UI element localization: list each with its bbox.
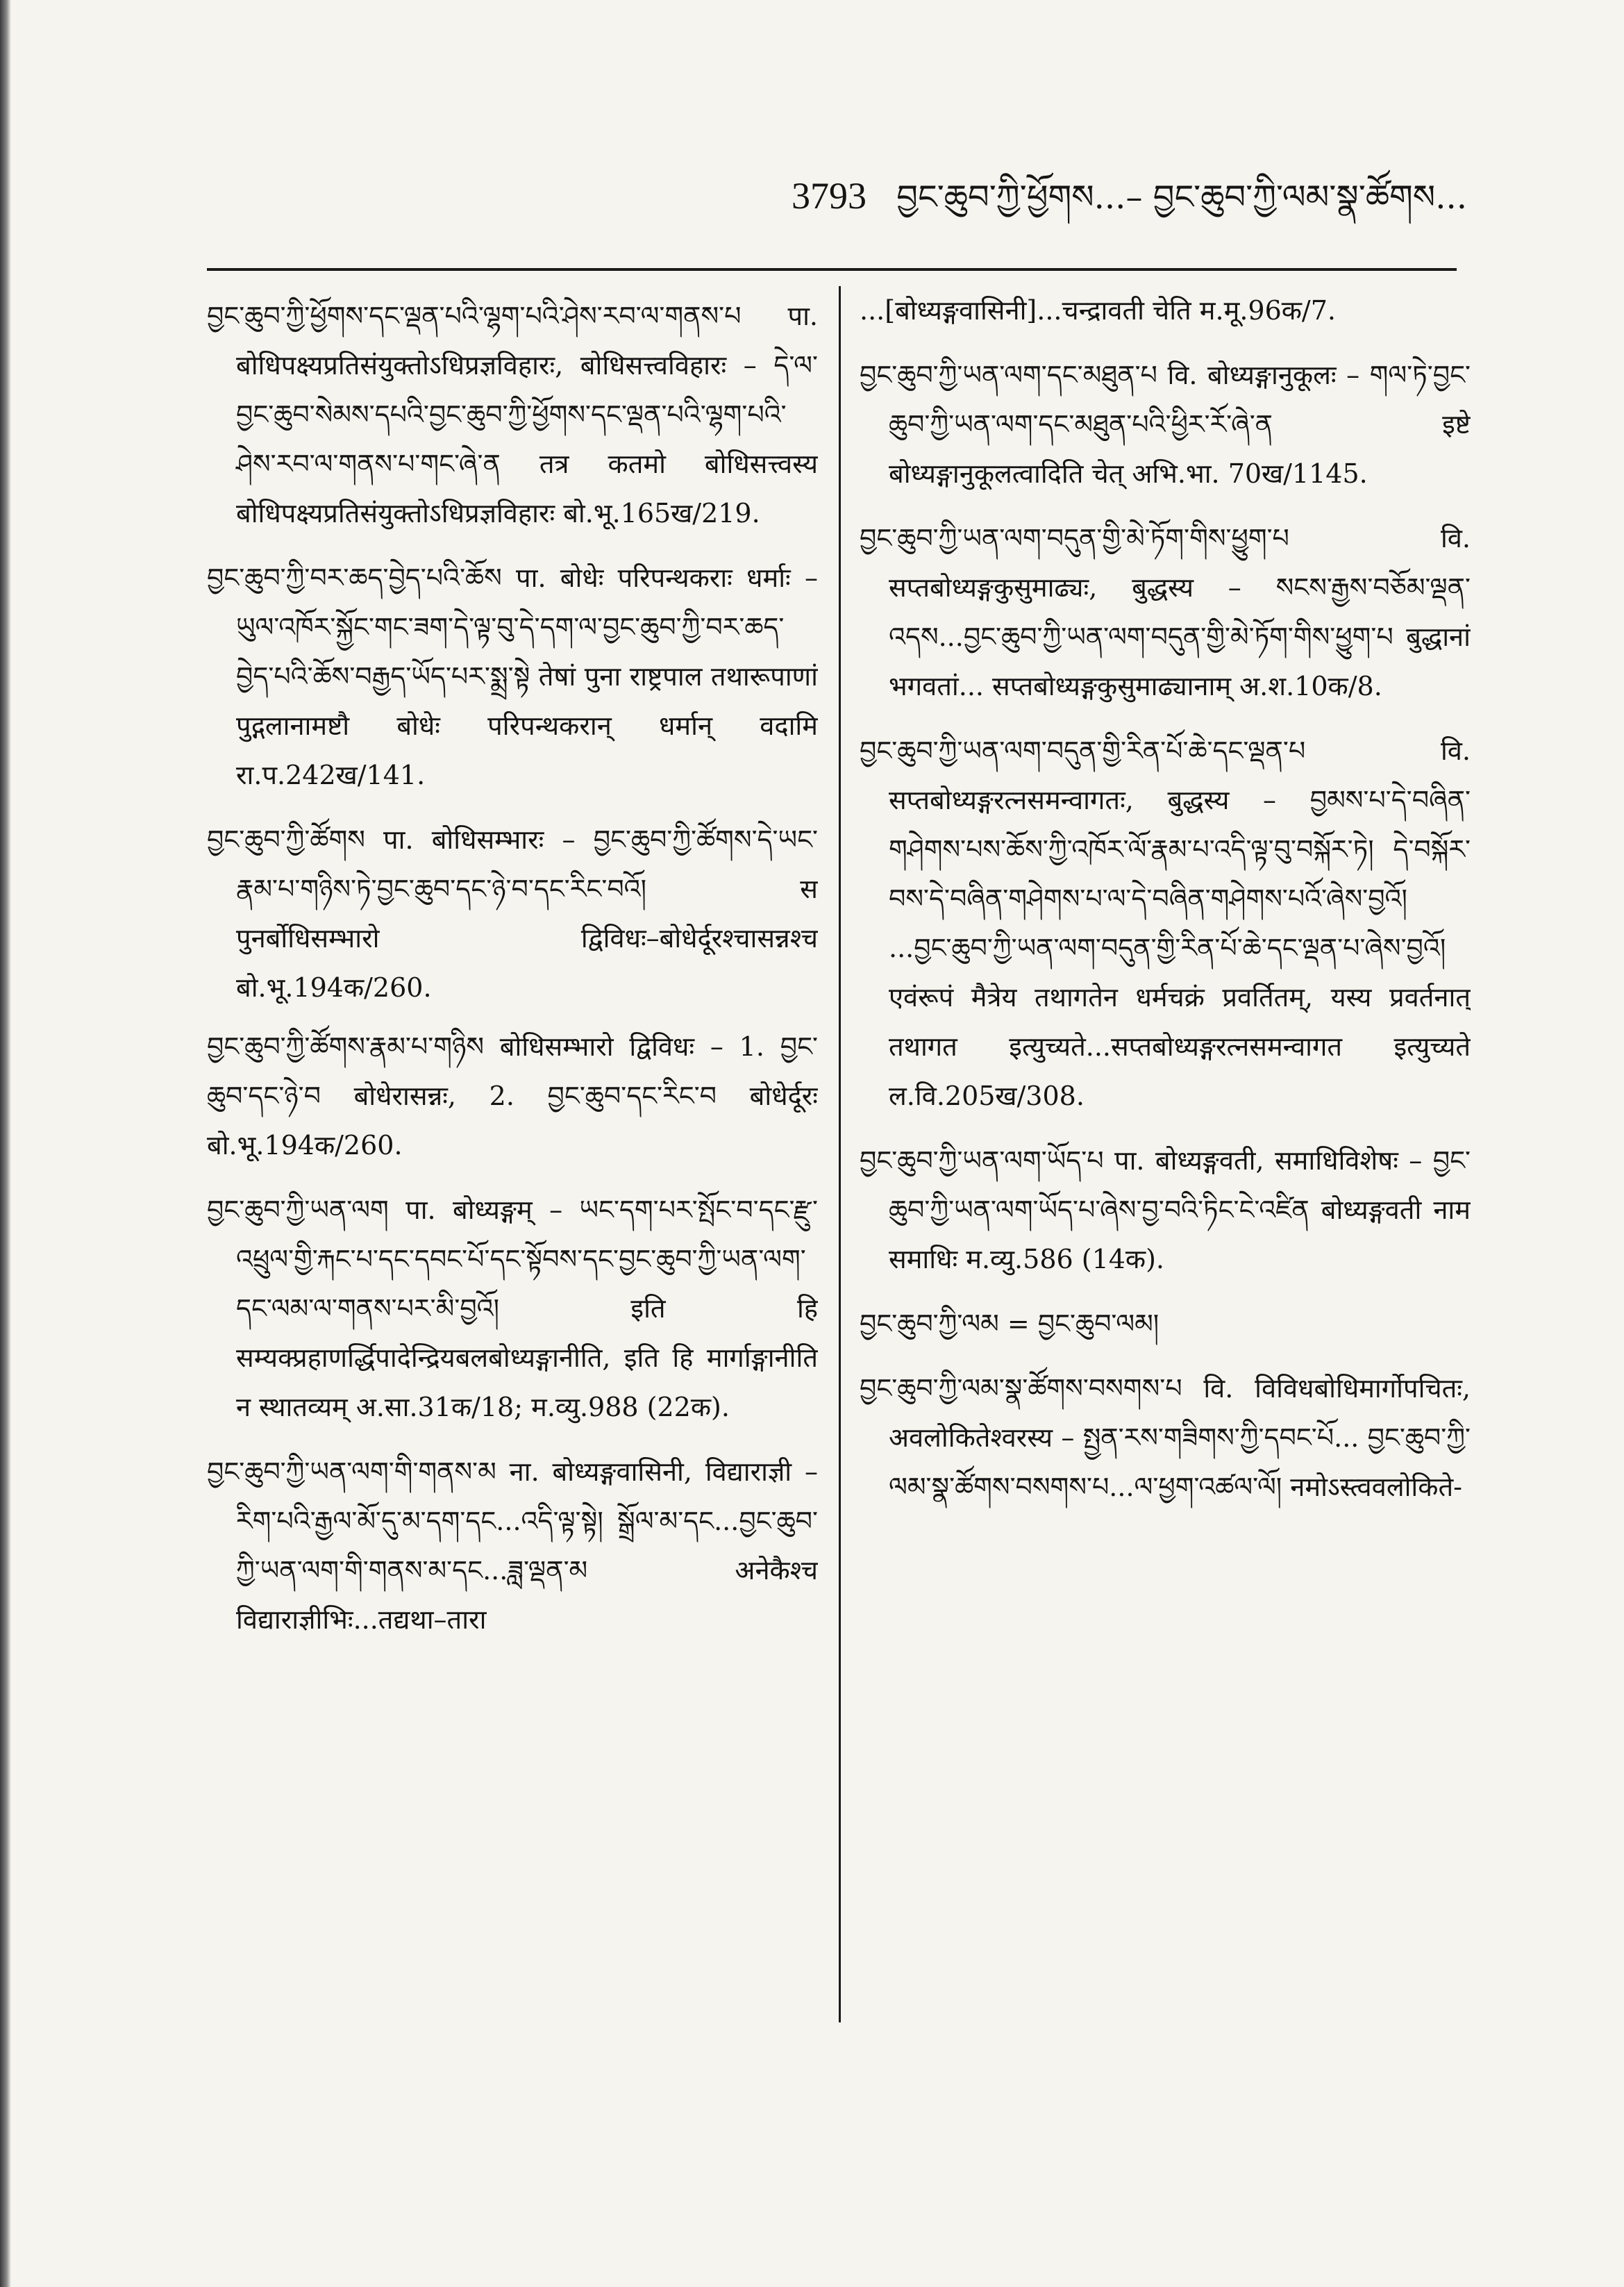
dictionary-entry: བྱང་ཆུབ་ཀྱི་ཡན་ལག་གི་གནས་མ ना. बोध्यङ्गवासिनी, विद्याराज्ञी – རིག་པའི་རྒྱལ་མོ་དུ་མ་དག་དང...འདི་ལྟ་སྟེ། སྒྲོལ་མ་དང...བྱང་ཆུབ་ཀྱི་ཡན་ལག་གི་གནས་མ་དང...ཟླ་ལྡན་མ अनेकैश्च विद्याराज्ञीभिः...तद्यथा–तारा <box>207 1456 818 1635</box>
scan-binding-edge <box>0 0 11 2287</box>
dictionary-entry: བྱང་ཆུབ་ཀྱི་ཡན་ལག་དང་མཐུན་པ वि. बोध्यङ्गानुकूलः – གལ་ཏེ་བྱང་ཆུབ་ཀྱི་ཡན་ལག་དང་མཐུན་པའི་ཕྱིར་རོ་ཞེ་ན इष्टे बोध्यङ्गानुकूलत्वादिति चेत् अभि.भा. 70ख/1145. <box>860 360 1471 489</box>
column-divider <box>839 286 841 2022</box>
dictionary-entry: བྱང་ཆུབ་ཀྱི་བར་ཆད་བྱེད་པའི་ཆོས पा. बोधेः परिपन्थकराः धर्माः – ཡུལ་འཁོར་སྐྱོང་གང་ཟག་དེ་ལྟ་བུ་དེ་དག་ལ་བྱང་ཆུབ་ཀྱི་བར་ཆད་བྱེད་པའི་ཆོས་བརྒྱད་ཡོད་པར་སྨྲ་སྟེ तेषां पुना राष्ट्रपाल तथारूपाणां पुद्गलानामष्टौ बोधेः परिपन्थकरान् धर्मान् वदामि रा.प.242ख/141. <box>207 563 818 790</box>
dictionary-entry: བྱང་ཆུབ་ཀྱི་ལམ་སྣ་ཚོགས་བསགས་པ वि. विविधबोधिमार्गोपचितः, अवलोकितेश्वरस्य – སྤྱན་རས་གཟིགས་ཀྱི་དབང་པོ... བྱང་ཆུབ་ཀྱི་ལམ་སྣ་ཚོགས་བསགས་པ...ལ་ཕྱག་འཚལ་ལོ། नमोऽस्त्ववलोकिते- <box>860 1373 1471 1502</box>
dictionary-entry: བྱང་ཆུབ་ཀྱི་ཡན་ལག་ཡོད་པ पा. बोध्यङ्गवती, समाधिविशेषः – བྱང་ཆུབ་ཀྱི་ཡན་ལག་ཡོད་པ་ཞེས་བྱ་བའི་ཏིང་ངེ་འཛིན बोध्यङ्गवती नाम समाधिः म.व्यु.586 (14क). <box>860 1145 1471 1274</box>
dictionary-entry: བྱང་ཆུབ་ཀྱི་ཕྱོགས་དང་ལྡན་པའི་ལྷག་པའི་ཤེས་རབ་ལ་གནས་པ पा. बोधिपक्ष्यप्रतिसंयुक्तोऽधिप्रज्ञविहारः, बोधिसत्त्वविहारः – དེ་ལ་བྱང་ཆུབ་སེམས་དཔའི་བྱང་ཆུབ་ཀྱི་ཕྱོགས་དང་ལྡན་པའི་ལྷག་པའི་ཤེས་རབ་ལ་གནས་པ་གང་ཞེ་ན तत्र कतमो बोधिसत्त्वस्य बोधिपक्ष्यप्रतिसंयुक्तोऽधिप्रज्ञविहारः बो.भू.165ख/219. <box>207 301 818 529</box>
page-number: 3793 <box>792 175 867 217</box>
dictionary-entry-continuation: ...[बोध्यङ्गवासिनी]...चन्द्रावती चेति म.मू.96क/7. <box>860 295 1336 326</box>
running-head: བྱང་ཆུབ་ཀྱི་ཕྱོགས...– བྱང་ཆུབ་ཀྱི་ལམ་སྣ་ཚོགས... <box>896 178 1467 217</box>
running-header <box>792 161 1472 231</box>
dictionary-subentry: བྱང་ཆུབ་ཀྱི་ཚོགས་རྣམ་པ་གཉིས बोधिसम्भारो द्विविधः – 1. བྱང་ཆུབ་དང་ཉེ་བ बोधेरासन्नः, 2. བྱང་ཆུབ་དང་རིང་བ बोधेर्दूरः बो.भू.194क/260. <box>207 1031 818 1161</box>
left-column <box>207 292 818 2070</box>
dictionary-entry: བྱང་ཆུབ་ཀྱི་ཡན་ལག་བདུན་གྱི་རིན་པོ་ཆེ་དང་ལྡན་པ वि. सप्तबोध्यङ्गरत्नसमन्वागतः, बुद्धस्य – བྱམས་པ་དེ་བཞིན་གཤེགས་པས་ཆོས་ཀྱི་འཁོར་ལོ་རྣམ་པ་འདི་ལྟ་བུ་བསྐོར་ཏེ། དེ་བསྐོར་བས་དེ་བཞིན་གཤེགས་པ་ལ་དེ་བཞིན་གཤེགས་པའོ་ཞེས་བྱའོ། ...བྱང་ཆུབ་ཀྱི་ཡན་ལག་བདུན་གྱི་རིན་པོ་ཆེ་དང་ལྡན་པ་ཞེས་བྱའོ། एवंरूपं मैत्रेय तथागतेन धर्मचक्रं प्रवर्तितम्, यस्य प्रवर्तनात् तथागत इत्युच्यते...सप्तबोध्यङ्गरत्नसमन्वागत इत्युच्यते ल.वि.205ख/308. <box>860 735 1471 1111</box>
right-column <box>860 292 1471 2070</box>
dictionary-entry: བྱང་ཆུབ་ཀྱི་ལམ = བྱང་ཆུབ་ལམ། <box>860 1308 1160 1339</box>
dictionary-entry: བྱང་ཆུབ་ཀྱི་ཡན་ལག་བདུན་གྱི་མེ་ཏོག་གིས་ཕྱུག་པ वि. सप्तबोध्यङ्गकुसुमाढ्यः, बुद्धस्य – སངས་རྒྱས་བཅོམ་ལྡན་འདས...བྱང་ཆུབ་ཀྱི་ཡན་ལག་བདུན་གྱི་མེ་ཏོག་གིས་ཕྱུག་པ बुद्धानां भगवतां... सप्तबोध्यङ्गकुसुमाढ्यानाम् अ.श.10क/8. <box>860 523 1471 701</box>
header-rule <box>207 268 1457 271</box>
dictionary-entry: བྱང་ཆུབ་ཀྱི་ཡན་ལག पा. बोध्यङ्गम् – ཡང་དག་པར་སྤོང་བ་དང་རྫུ་འཕྲུལ་གྱི་རྐང་པ་དང་དབང་པོ་དང་སྟོབས་དང་བྱང་ཆུབ་ཀྱི་ཡན་ལག་དང་ལམ་ལ་གནས་པར་མི་བྱའོ། इति हि सम्यक्प्रहाणर्द्धिपादेन्द्रियबलबोध्यङ्गानीति, इति हि मार्गाङ्गानीति न स्थातव्यम् अ.सा.31क/18; म.व्यु.988 (22क). <box>207 1195 818 1422</box>
dictionary-entry: བྱང་ཆུབ་ཀྱི་ཚོགས पा. बोधिसम्भारः – བྱང་ཆུབ་ཀྱི་ཚོགས་དེ་ཡང་རྣམ་པ་གཉིས་ཏེ་བྱང་ཆུབ་དང་ཉེ་བ་དང་རིང་བའོ། स पुनर्बोधिसम्भारो द्विविधः–बोधेर्दूरश्चासन्नश्च बो.भू.194क/260. <box>207 824 818 1003</box>
